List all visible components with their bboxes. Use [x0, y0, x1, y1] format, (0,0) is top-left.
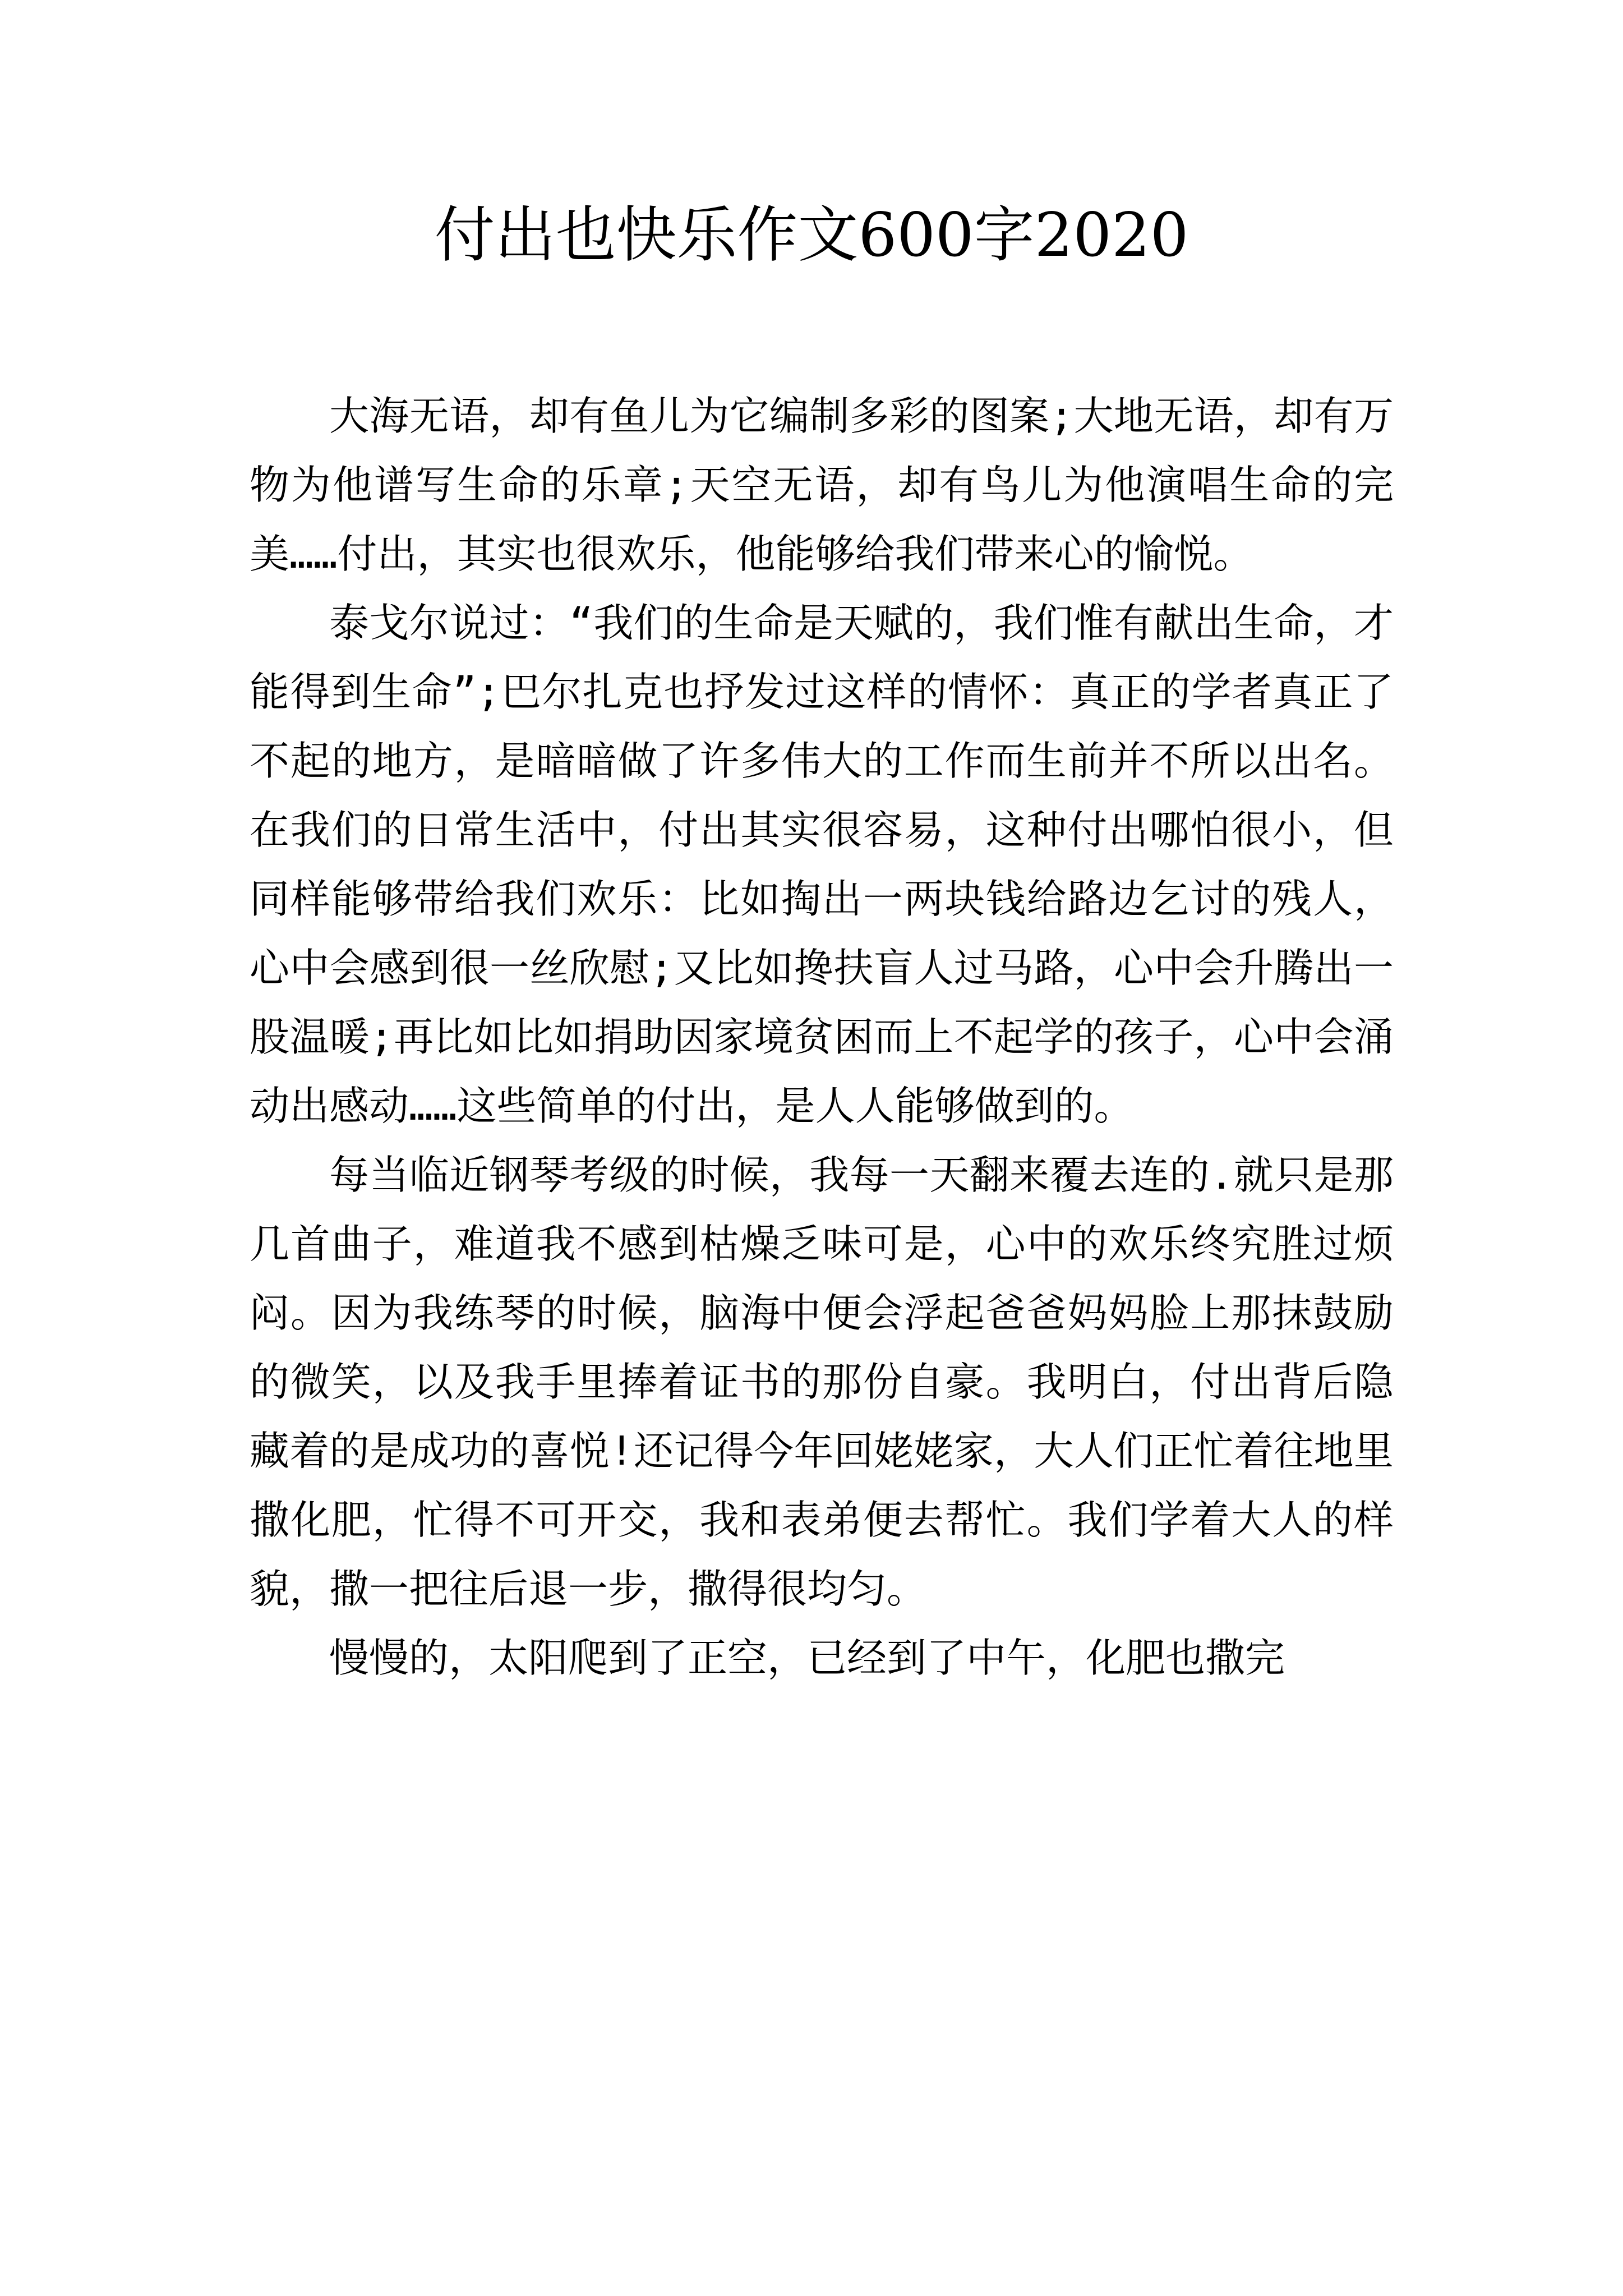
paragraph-1: 大海无语，却有鱼儿为它编制多彩的图案;大地无语，却有万物为他谱写生命的乐章;天空无语，却有鸟儿为他演唱生命的完美……付出，其实也很欢乐，他能够给我们带来心的愉悦。 — [250, 393, 1394, 577]
document-body — [250, 381, 1394, 1692]
paragraph-3: 每当临近钢琴考级的时候，我每一天翻来覆去连的.就只是那几首曲子，难道我不感到枯燥乏味可是，心中的欢乐终究胜过烦闷。因为我练琴的时候，脑海中便会浮起爸爸妈妈脸上那抹鼓励的微笑，以及我手里捧着证书的那份自豪。我明白，付出背后隐藏着的是成功的喜悦!还记得今年回姥姥家，大人们正忙着往地里撒化肥，忙得不可开交，我和表弟便去帮忙。我们学着大人的样貌，撒一把往后退一步，撒得很均匀。 — [250, 1152, 1394, 1612]
document-title: 付出也快乐作文600字2020 — [434, 200, 1189, 270]
paragraph-2: 泰戈尔说过：“我们的生命是天赋的，我们惟有献出生命，才能得到生命”;巴尔扎克也抒发过这样的情怀：真正的学者真正了不起的地方，是暗暗做了许多伟大的工作而生前并不所以出名。在我们的日常生活中，付出其实很容易，这种付出哪怕很小，但同样能够带给我们欢乐：比如掏出一两块钱给路边乞讨的残人，心中会感到很一丝欣慰;又比如搀扶盲人过马路，心中会升腾出一股温暖;再比如比如捐助因家境贫困而上不起学的孩子，心中会涌动出感动……这些简单的付出，是人人能够做到的。 — [250, 600, 1394, 1129]
paragraph-4: 慢慢的，太阳爬到了正空，已经到了中午，化肥也撒完 — [329, 1635, 1285, 1681]
